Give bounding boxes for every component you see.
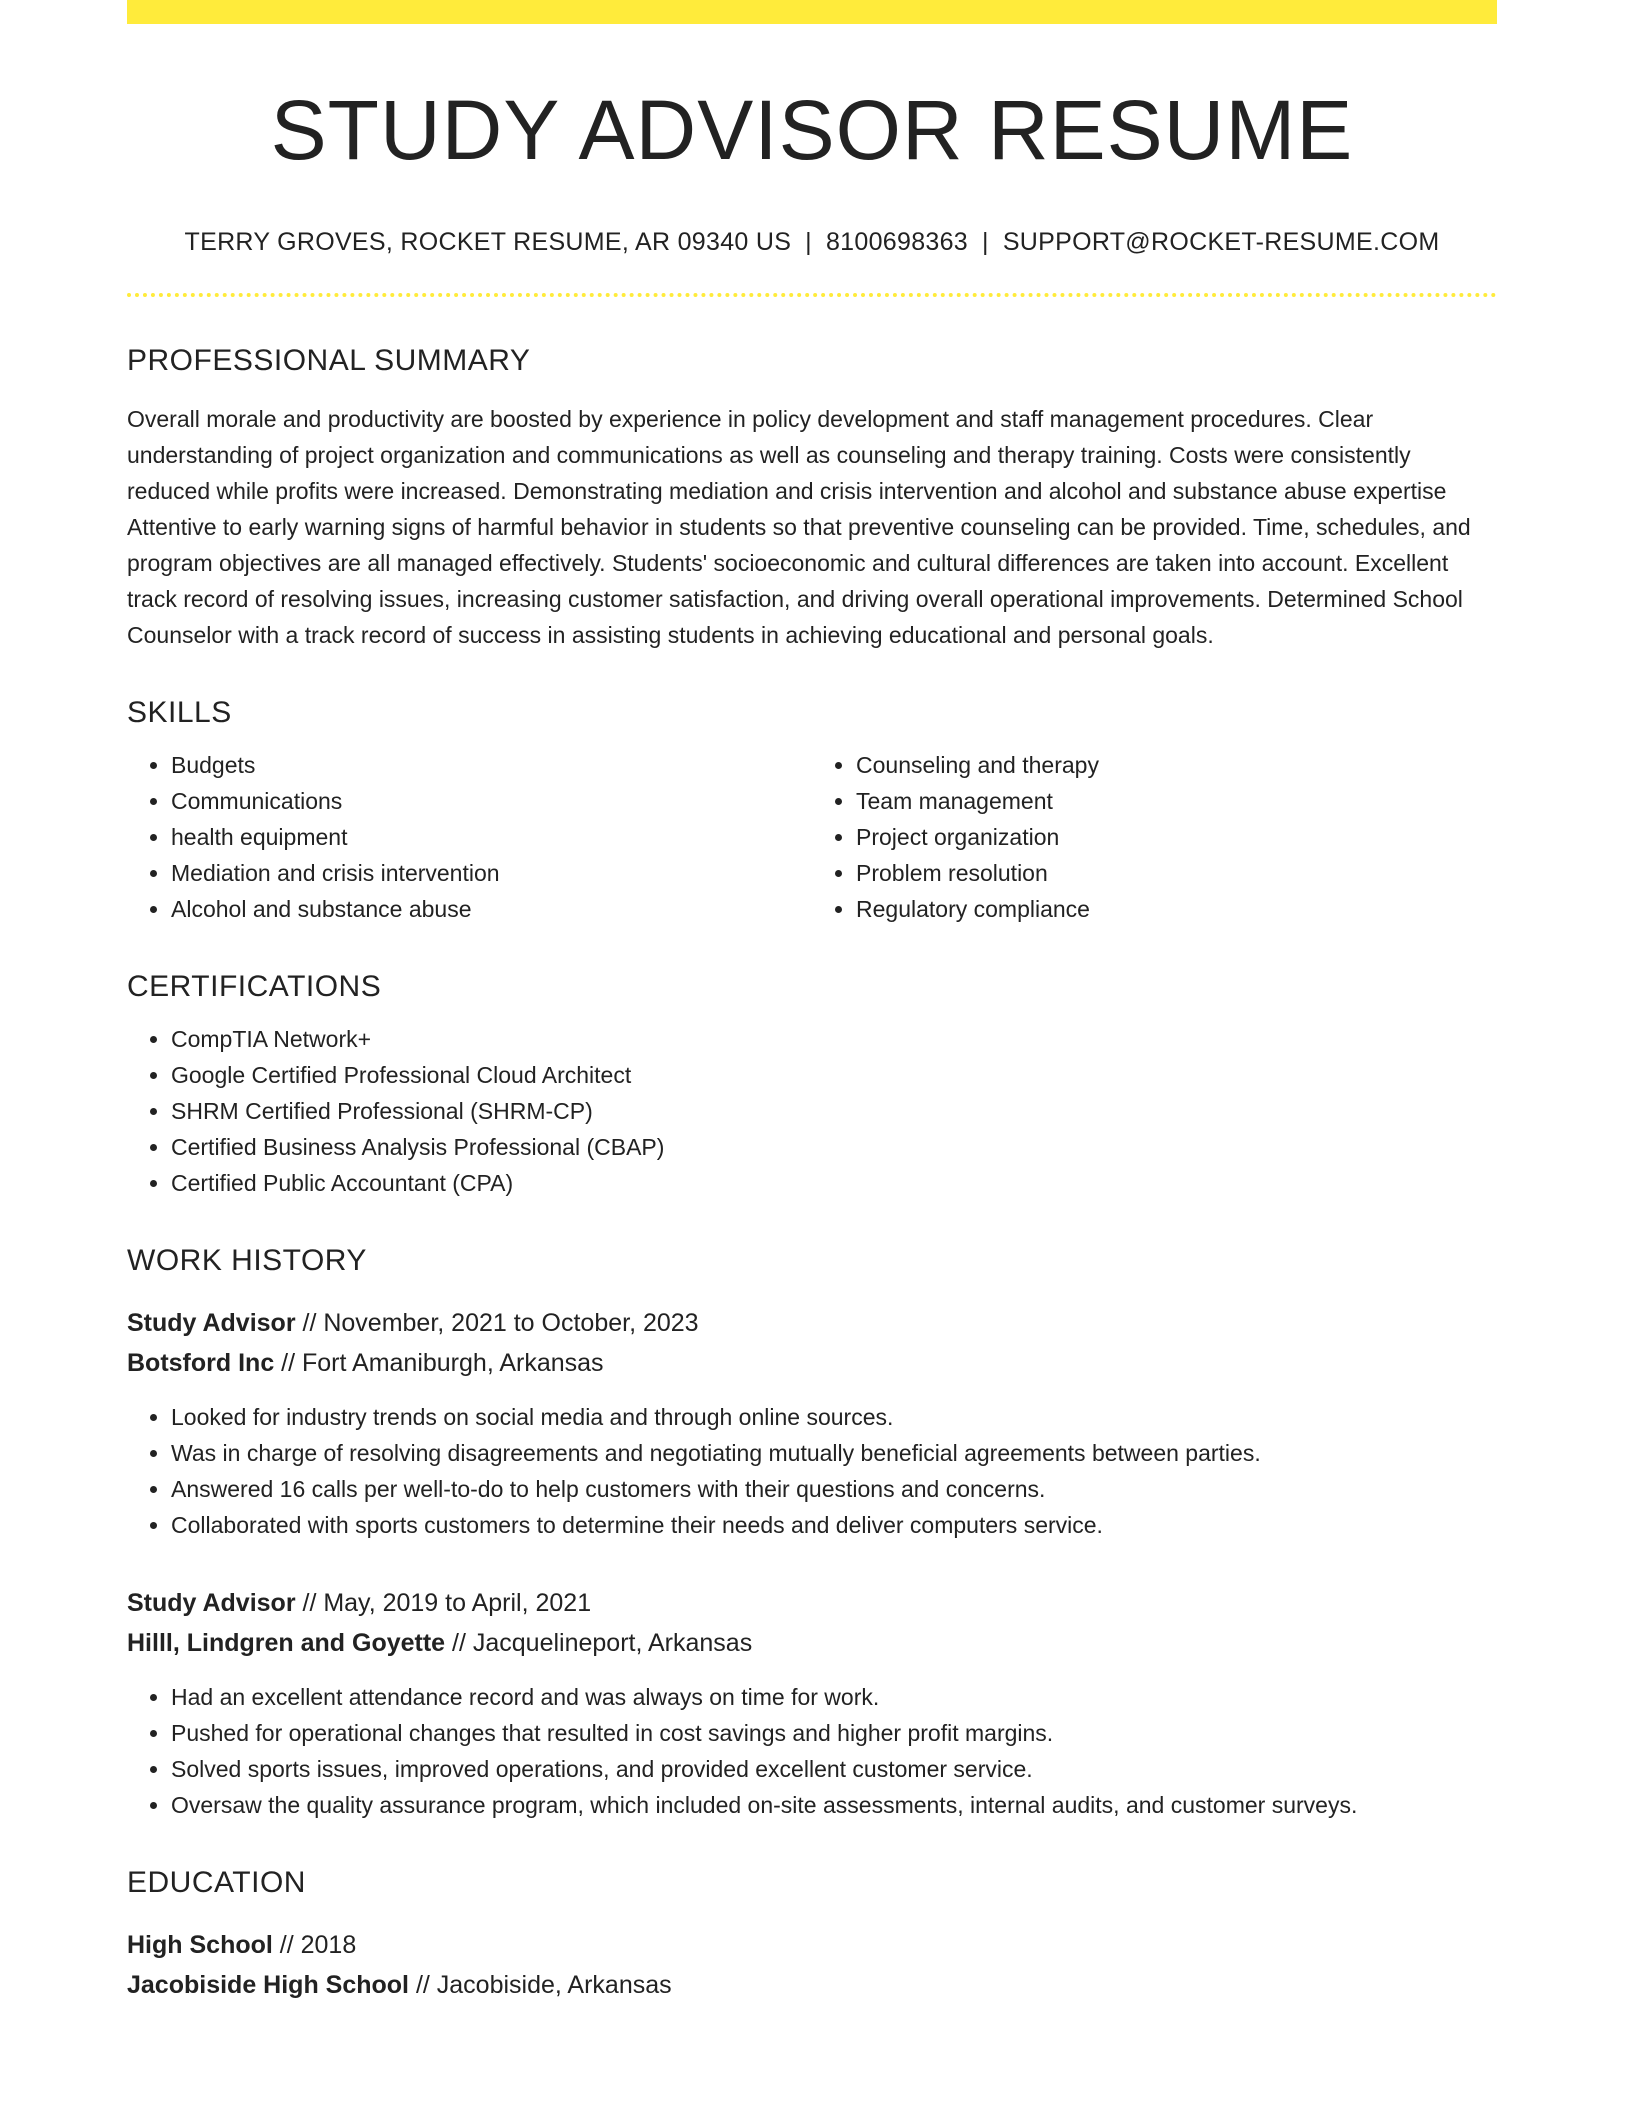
education-location: // Jacobiside, Arkansas xyxy=(409,1971,672,2000)
document-title: STUDY ADVISOR RESUME xyxy=(270,83,1354,177)
job-bullet: • Was in charge of resolving disagreements and negotiating mutually beneficial agreements between parties. xyxy=(171,1435,1497,1471)
job-bullet: • Solved sports issues, improved operations, and provided excellent customer service. xyxy=(171,1751,1497,1787)
job-company-line xyxy=(127,1343,1497,1383)
contact-separator: | xyxy=(982,228,989,257)
job-company-line xyxy=(127,1623,1497,1663)
job-entry xyxy=(127,1583,1497,1823)
skills-heading: SKILLS xyxy=(127,696,232,730)
job-location: // Fort Amaniburgh, Arkansas xyxy=(274,1349,604,1378)
job-location: // Jacquelineport, Arkansas xyxy=(445,1629,753,1658)
accent-top-bar xyxy=(127,0,1497,24)
skill-item: • Mediation and crisis intervention xyxy=(171,855,812,891)
contact-phone: 8100698363 xyxy=(825,228,969,257)
skill-item: • Alcohol and substance abuse xyxy=(171,891,812,927)
dotted-divider xyxy=(127,293,1497,297)
job-company: Hilll, Lindgren and Goyette xyxy=(127,1629,446,1658)
skills-list-left xyxy=(127,747,812,927)
job-title: Study Advisor xyxy=(127,1309,296,1338)
job-bullet: • Pushed for operational changes that resulted in cost savings and higher profit margins. xyxy=(171,1715,1497,1751)
certification-item: • Certified Public Accountant (CPA) xyxy=(171,1165,1497,1201)
job-company: Botsford Inc xyxy=(127,1349,275,1378)
skill-item: • health equipment xyxy=(171,819,812,855)
job-bullet: • Oversaw the quality assurance program, which included on-site assessments, internal audits, and customer surveys. xyxy=(171,1787,1497,1823)
certifications-list xyxy=(127,1021,1497,1201)
skills-grid xyxy=(127,731,1497,927)
contact-email: SUPPORT@ROCKET-RESUME.COM xyxy=(1002,228,1440,257)
certification-item: • SHRM Certified Professional (SHRM-CP) xyxy=(171,1093,1497,1129)
certification-item: • Google Certified Professional Cloud Architect xyxy=(171,1057,1497,1093)
education-heading: EDUCATION xyxy=(127,1866,306,1900)
job-bullets xyxy=(127,1399,1497,1543)
education-entry xyxy=(127,1925,1497,2005)
job-dates: // May, 2019 to April, 2021 xyxy=(295,1589,592,1618)
skills-list-right xyxy=(812,747,1497,927)
skill-item: • Project organization xyxy=(856,819,1497,855)
job-bullets xyxy=(127,1679,1497,1823)
certifications-heading: CERTIFICATIONS xyxy=(127,970,382,1004)
skill-item: • Regulatory compliance xyxy=(856,891,1497,927)
contact-line xyxy=(127,228,1497,257)
resume-page xyxy=(127,0,1497,2005)
job-title-line xyxy=(127,1303,1497,1343)
education-school: Jacobiside High School xyxy=(127,1971,409,2000)
job-title: Study Advisor xyxy=(127,1589,296,1618)
skill-item: • Problem resolution xyxy=(856,855,1497,891)
work-history-heading: WORK HISTORY xyxy=(127,1244,367,1278)
certification-item: • Certified Business Analysis Professional (CBAP) xyxy=(171,1129,1497,1165)
contact-separator: | xyxy=(805,228,812,257)
job-title-line xyxy=(127,1583,1497,1623)
education-degree: High School xyxy=(127,1931,273,1960)
certification-item: • CompTIA Network+ xyxy=(171,1021,1497,1057)
job-dates: // November, 2021 to October, 2023 xyxy=(295,1309,699,1338)
job-entry xyxy=(127,1303,1497,1543)
summary-heading: PROFESSIONAL SUMMARY xyxy=(127,344,531,378)
job-bullet: • Collaborated with sports customers to determine their needs and deliver computers service. xyxy=(171,1507,1497,1543)
education-year: // 2018 xyxy=(272,1931,357,1960)
skill-item: • Counseling and therapy xyxy=(856,747,1497,783)
contact-address: TERRY GROVES, ROCKET RESUME, AR 09340 US xyxy=(184,228,792,257)
education-school-line xyxy=(127,1965,1497,2005)
summary-text: Overall morale and productivity are boosted by experience in policy development and staff management procedures. Clear understanding of project organization and communications as well as counseling and therapy training. Costs were consistently reduced while profits were increased. Demonstrating mediation and crisis intervention and alcohol and substance abuse expertise Attentive to early warning signs of harmful behavior in students so that preventive counseling can be provided. Time, schedules, and program objectives are all managed effectively. Students' socioeconomic and cultural differences are taken into account. Excellent track record of resolving issues, increasing customer satisfaction, and driving overall operational improvements. Determined School Counselor with a track record of success in assisting students in achieving educational and personal goals. xyxy=(127,406,1471,649)
job-bullet: • Looked for industry trends on social media and through online sources. xyxy=(171,1399,1497,1435)
skill-item: • Communications xyxy=(171,783,812,819)
skill-item: • Team management xyxy=(856,783,1497,819)
education-degree-line xyxy=(127,1925,1497,1965)
job-bullet: • Had an excellent attendance record and was always on time for work. xyxy=(171,1679,1497,1715)
job-bullet: • Answered 16 calls per well-to-do to help customers with their questions and concerns. xyxy=(171,1471,1497,1507)
skill-item: • Budgets xyxy=(171,747,812,783)
